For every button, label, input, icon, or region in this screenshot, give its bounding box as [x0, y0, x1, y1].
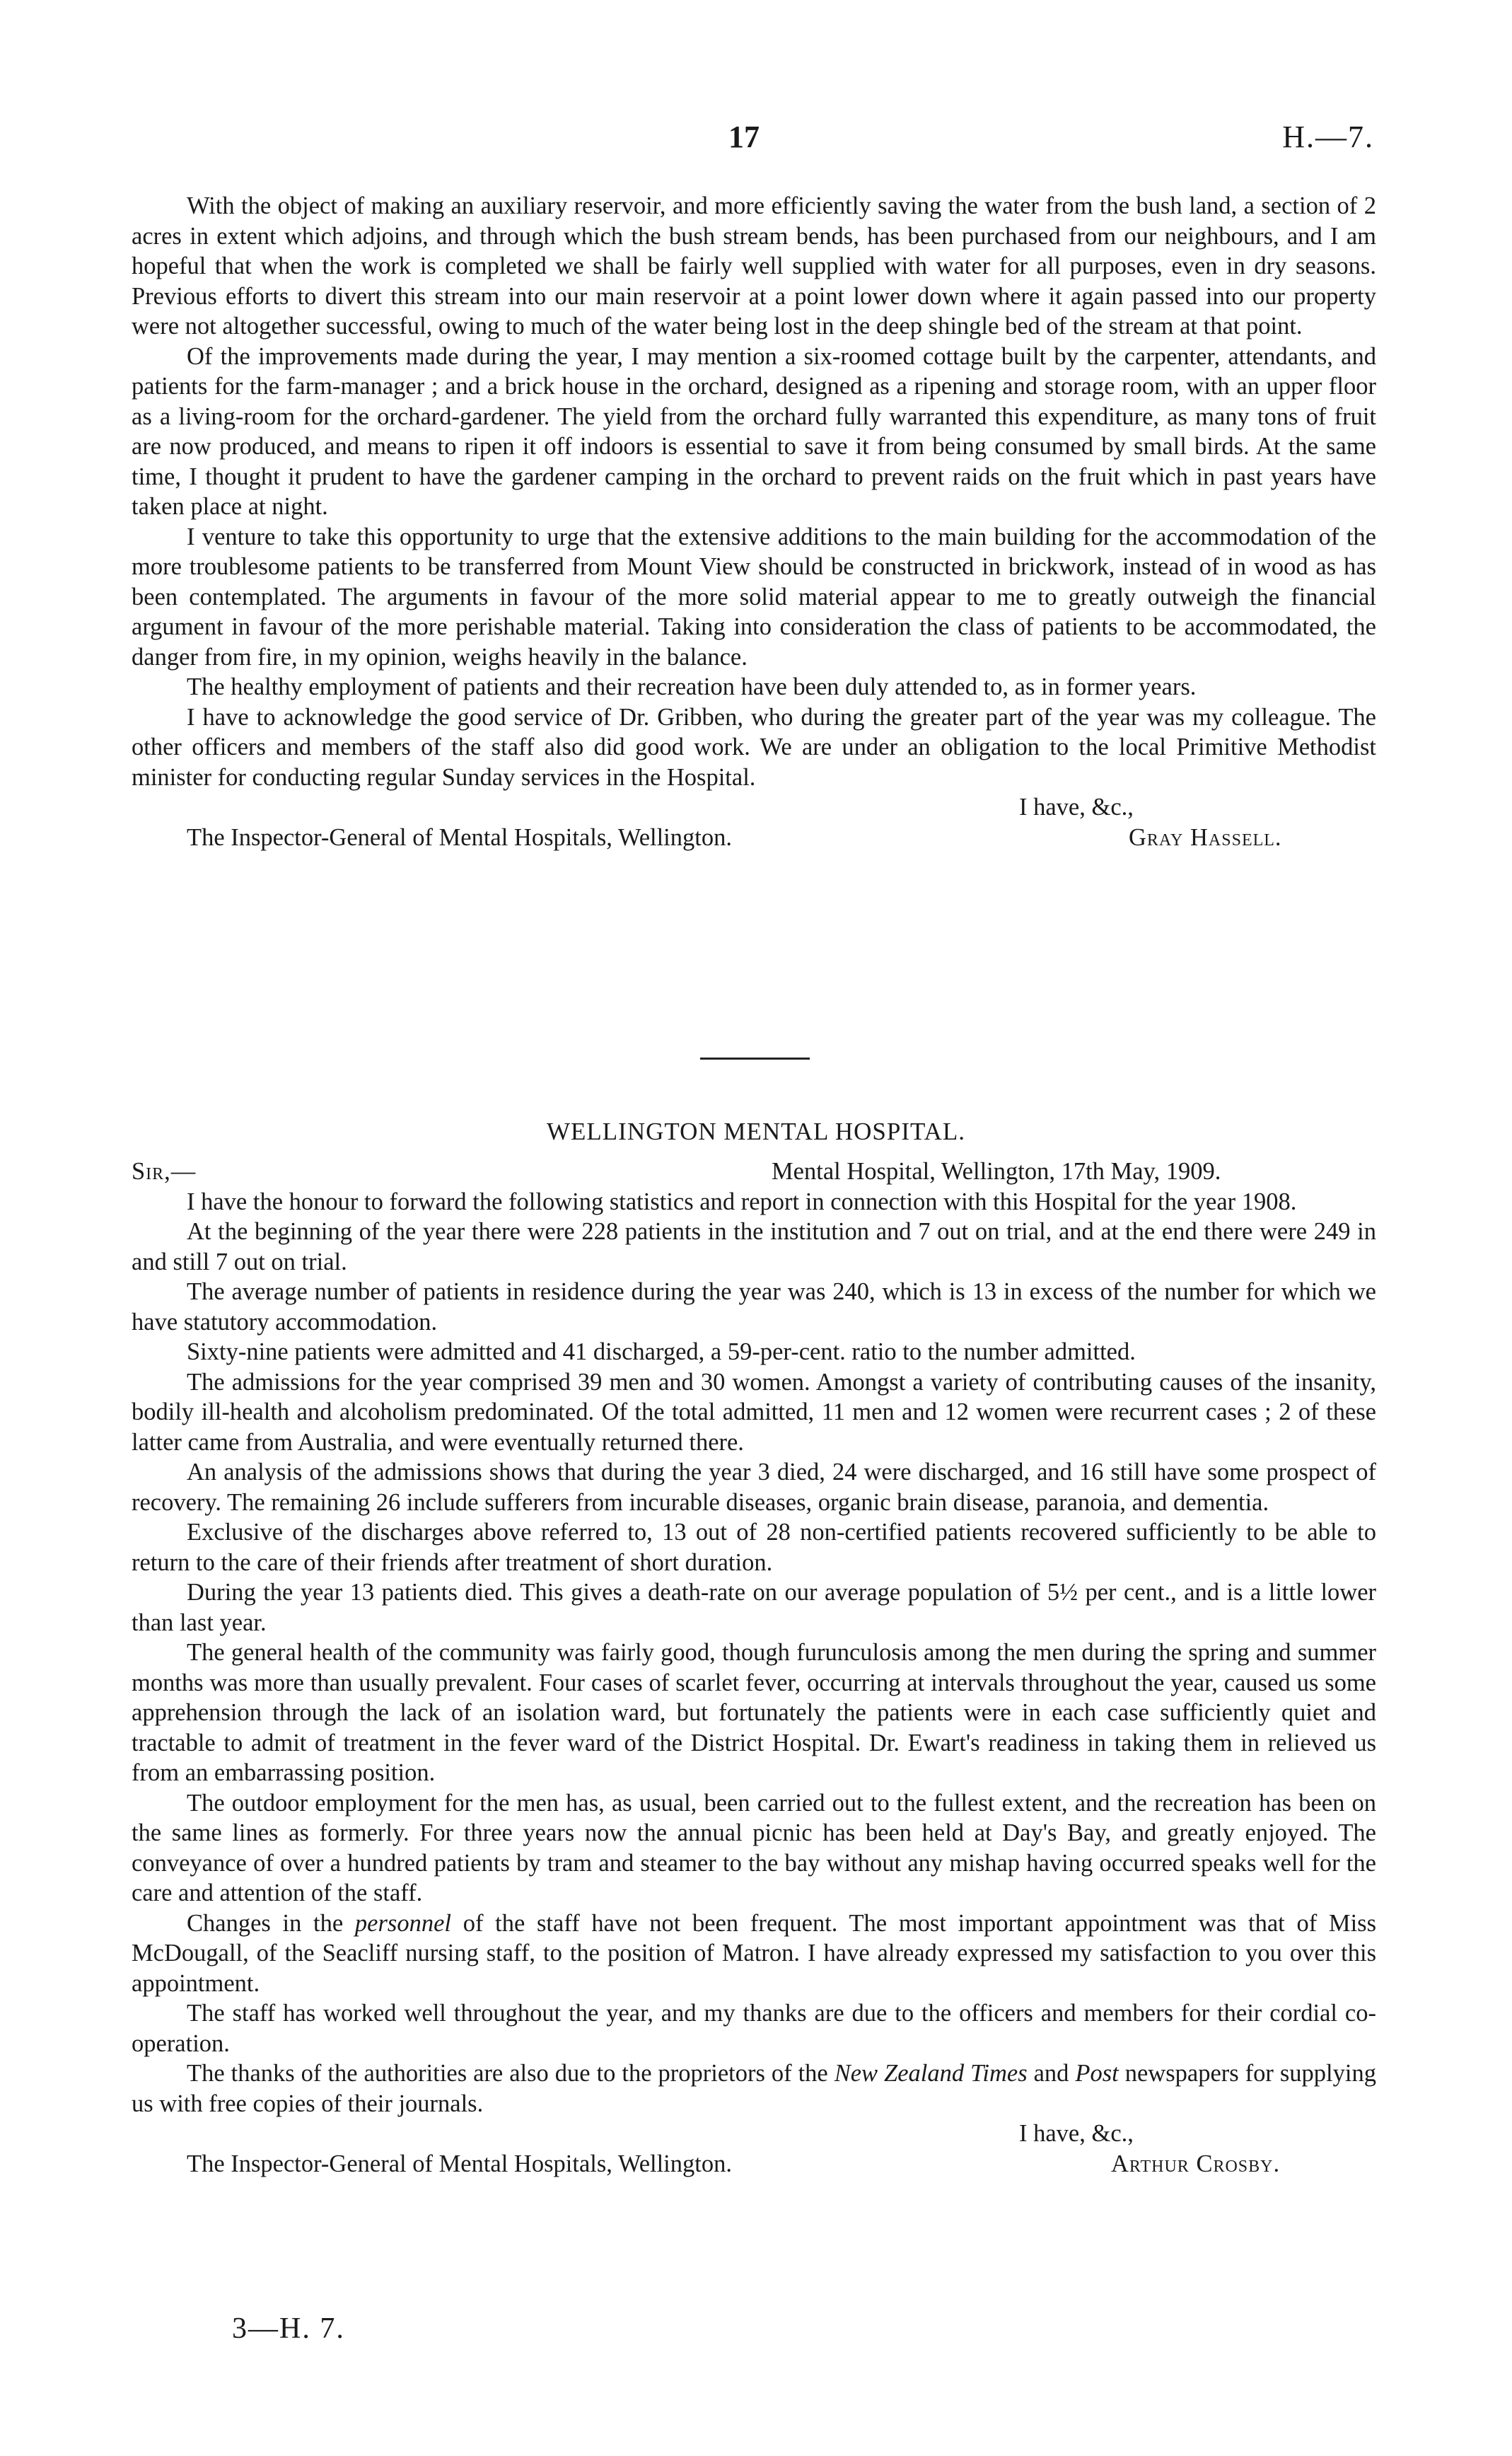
dateline: Mental Hospital, Wellington, 17th May, 1909. [772, 1158, 1221, 1185]
body-paragraph: The admissions for the year comprised 39 men and 30 women. Amongst a variety of contributing causes of the insanity, bodily ill-health and alcoholism predominated. Of the total admitted, 11 men and 12 women were recurrent cases ; 2 of these latter came from Australia, and were eventually returned there. [132, 1368, 1376, 1456]
salutation-row [132, 1157, 1376, 1187]
body-paragraph: The average number of patients in residence during the year was 240, which is 13 in excess of the number for which we have statutory accommodation. [132, 1278, 1376, 1336]
text-run: newspapers for supplying us with free copies of their journals. [132, 2060, 1376, 2117]
page-number: 17 [728, 120, 760, 154]
body-paragraph: During the year 13 patients died. This gives a death-rate on our average population of 5½ per cent., and is a little lower than last year. [132, 1579, 1376, 1636]
text-run: The thanks of the authorities are also due to the proprietors of the [187, 2060, 834, 2087]
letter-one-body [132, 191, 1376, 852]
body-paragraph: The healthy employment of patients and their recreation have been duly attended to, as in former years. [187, 673, 1197, 700]
addressee: The Inspector-General of Mental Hospitals, Wellington. [187, 823, 732, 851]
body-paragraph [132, 2058, 1376, 2119]
body-paragraph: Of the improvements made during the year, I may mention a six-roomed cottage built by the carpenter, attendants, and patients for the farm-manager ; and a brick house in the orchard, designed as a ripening and storage room, with an upper floor as a living-room for the orchard-gardener. The yield from the orchard fully warranted this expenditure, as many tons of fruit are now produced, and means to ripen it off indoors is essential to save it from being consumed by small birds. At the same time, I thought it prudent to have the gardener camping in the orchard to prevent raids on the fruit which in past years have taken place at night. [132, 342, 1376, 520]
body-paragraph: I have the honour to forward the following statistics and report in connection with this Hospital for the year 1908. [187, 1188, 1297, 1215]
closing-row [132, 792, 1376, 823]
addressee: The Inspector-General of Mental Hospitals, Wellington. [187, 2150, 732, 2177]
body-paragraph: An analysis of the admissions shows that during the year 3 died, 24 were discharged, and 16 still have some prospect of recovery. The remaining 26 include sufferers from incurable diseases, organic brain disease, paranoia, and dementia. [132, 1459, 1376, 1516]
signature-row [132, 823, 1376, 853]
signature: Gray Hassell. [1129, 823, 1282, 851]
closing-formula: I have, &c., [1019, 794, 1134, 821]
body-paragraph: The general health of the community was fairly good, though furunculosis among the men during the spring and summer months was more than usually prevalent. Four cases of scarlet fever, occurring at intervals throughout the year, caused us some apprehension through the lack of an isolation ward, but fortunately the patients were in each case sufficiently quiet and tractable to admit of treatment in the fever ward of the District Hospital. Dr. Ewart's readiness in taking them in relieved us from an embarrassing position. [132, 1639, 1376, 1786]
body-paragraph: The staff has worked well throughout the year, and my thanks are due to the officers and members for their cordial co-operation. [132, 2000, 1376, 2057]
italic-text: New Zealand Times [834, 2060, 1028, 2087]
signature-row [132, 2149, 1376, 2179]
body-paragraph: With the object of making an auxiliary reservoir, and more efficiently saving the water from the bush land, a section of 2 acres in extent which adjoins, and through which the bush stream bends, has been purchased from our neighbours, and I am hopeful that when the work is completed we shall be fairly well supplied with water for all purposes, even in dry seasons. Previous efforts to divert this stream into our main reservoir at a point lower down where it again passed into our property were not altogether successful, owing to much of the water being lost in the deep shingle bed of the stream at that point. [132, 192, 1376, 340]
footer-code: 3—H. 7. [232, 2312, 345, 2345]
italic-text: Post [1075, 2060, 1119, 2087]
text-run: Changes in the [187, 1909, 355, 1937]
closing-formula: I have, &c., [1019, 2120, 1134, 2147]
letter-two-body [132, 1157, 1376, 2179]
body-paragraph: At the beginning of the year there were 228 patients in the institution and 7 out on trial, and at the end there were 249 in and still 7 out on trial. [132, 1218, 1376, 1275]
body-paragraph: I have to acknowledge the good service of Dr. Gribben, who during the greater part of the year was my colleague. The other officers and members of the staff also did good work. We are under an obligation to the local Primitive Methodist minister for conducting regular Sunday services in the Hospital. [132, 703, 1376, 791]
salutation: Sir,— [132, 1158, 197, 1185]
text-run: and [1027, 2060, 1076, 2087]
section-title: WELLINGTON MENTAL HOSPITAL. [546, 1118, 965, 1145]
italic-text: personnel [354, 1909, 451, 1937]
body-paragraph: Exclusive of the discharges above referred to, 13 out of 28 non-certified patients recovered sufficiently to be able to return to the care of their friends after treatment of short duration. [132, 1519, 1376, 1576]
section-divider [700, 1058, 810, 1060]
body-paragraph: Sixty-nine patients were admitted and 41 discharged, a 59-per-cent. ratio to the number admitted. [187, 1338, 1136, 1365]
document-reference: H.—7. [1282, 120, 1374, 154]
text-run: of the staff have not been frequent. The most important appointment was that of Miss McDougall, of the Seacliff nursing staff, to the position of Matron. I have already expressed my satisfaction to you over this appointment. [132, 1909, 1377, 1997]
signature: Arthur Crosby. [1111, 2150, 1281, 2177]
page-header [0, 119, 1512, 161]
body-paragraph [132, 1908, 1376, 1999]
closing-row [132, 2119, 1376, 2149]
body-paragraph: The outdoor employment for the men has, as usual, been carried out to the fullest extent, and the recreation has been on the same lines as formerly. For three years now the annual picnic has been held at Day's Bay, and greatly enjoyed. The conveyance of over a hundred patients by tram and steamer to the bay without any mishap having occurred speaks well for the care and attention of the staff. [132, 1789, 1376, 1906]
body-paragraph: I venture to take this opportunity to urge that the extensive additions to the main building for the accommodation of the more troublesome patients to be transferred from Mount View should be constructed in brickwork, instead of in wood as has been contemplated. The arguments in favour of the more solid material appear to me to greatly outweigh the financial argument in favour of the more perishable material. Taking into consideration the class of patients to be accommodated, the danger from fire, in my opinion, weighs heavily in the balance. [132, 523, 1376, 671]
